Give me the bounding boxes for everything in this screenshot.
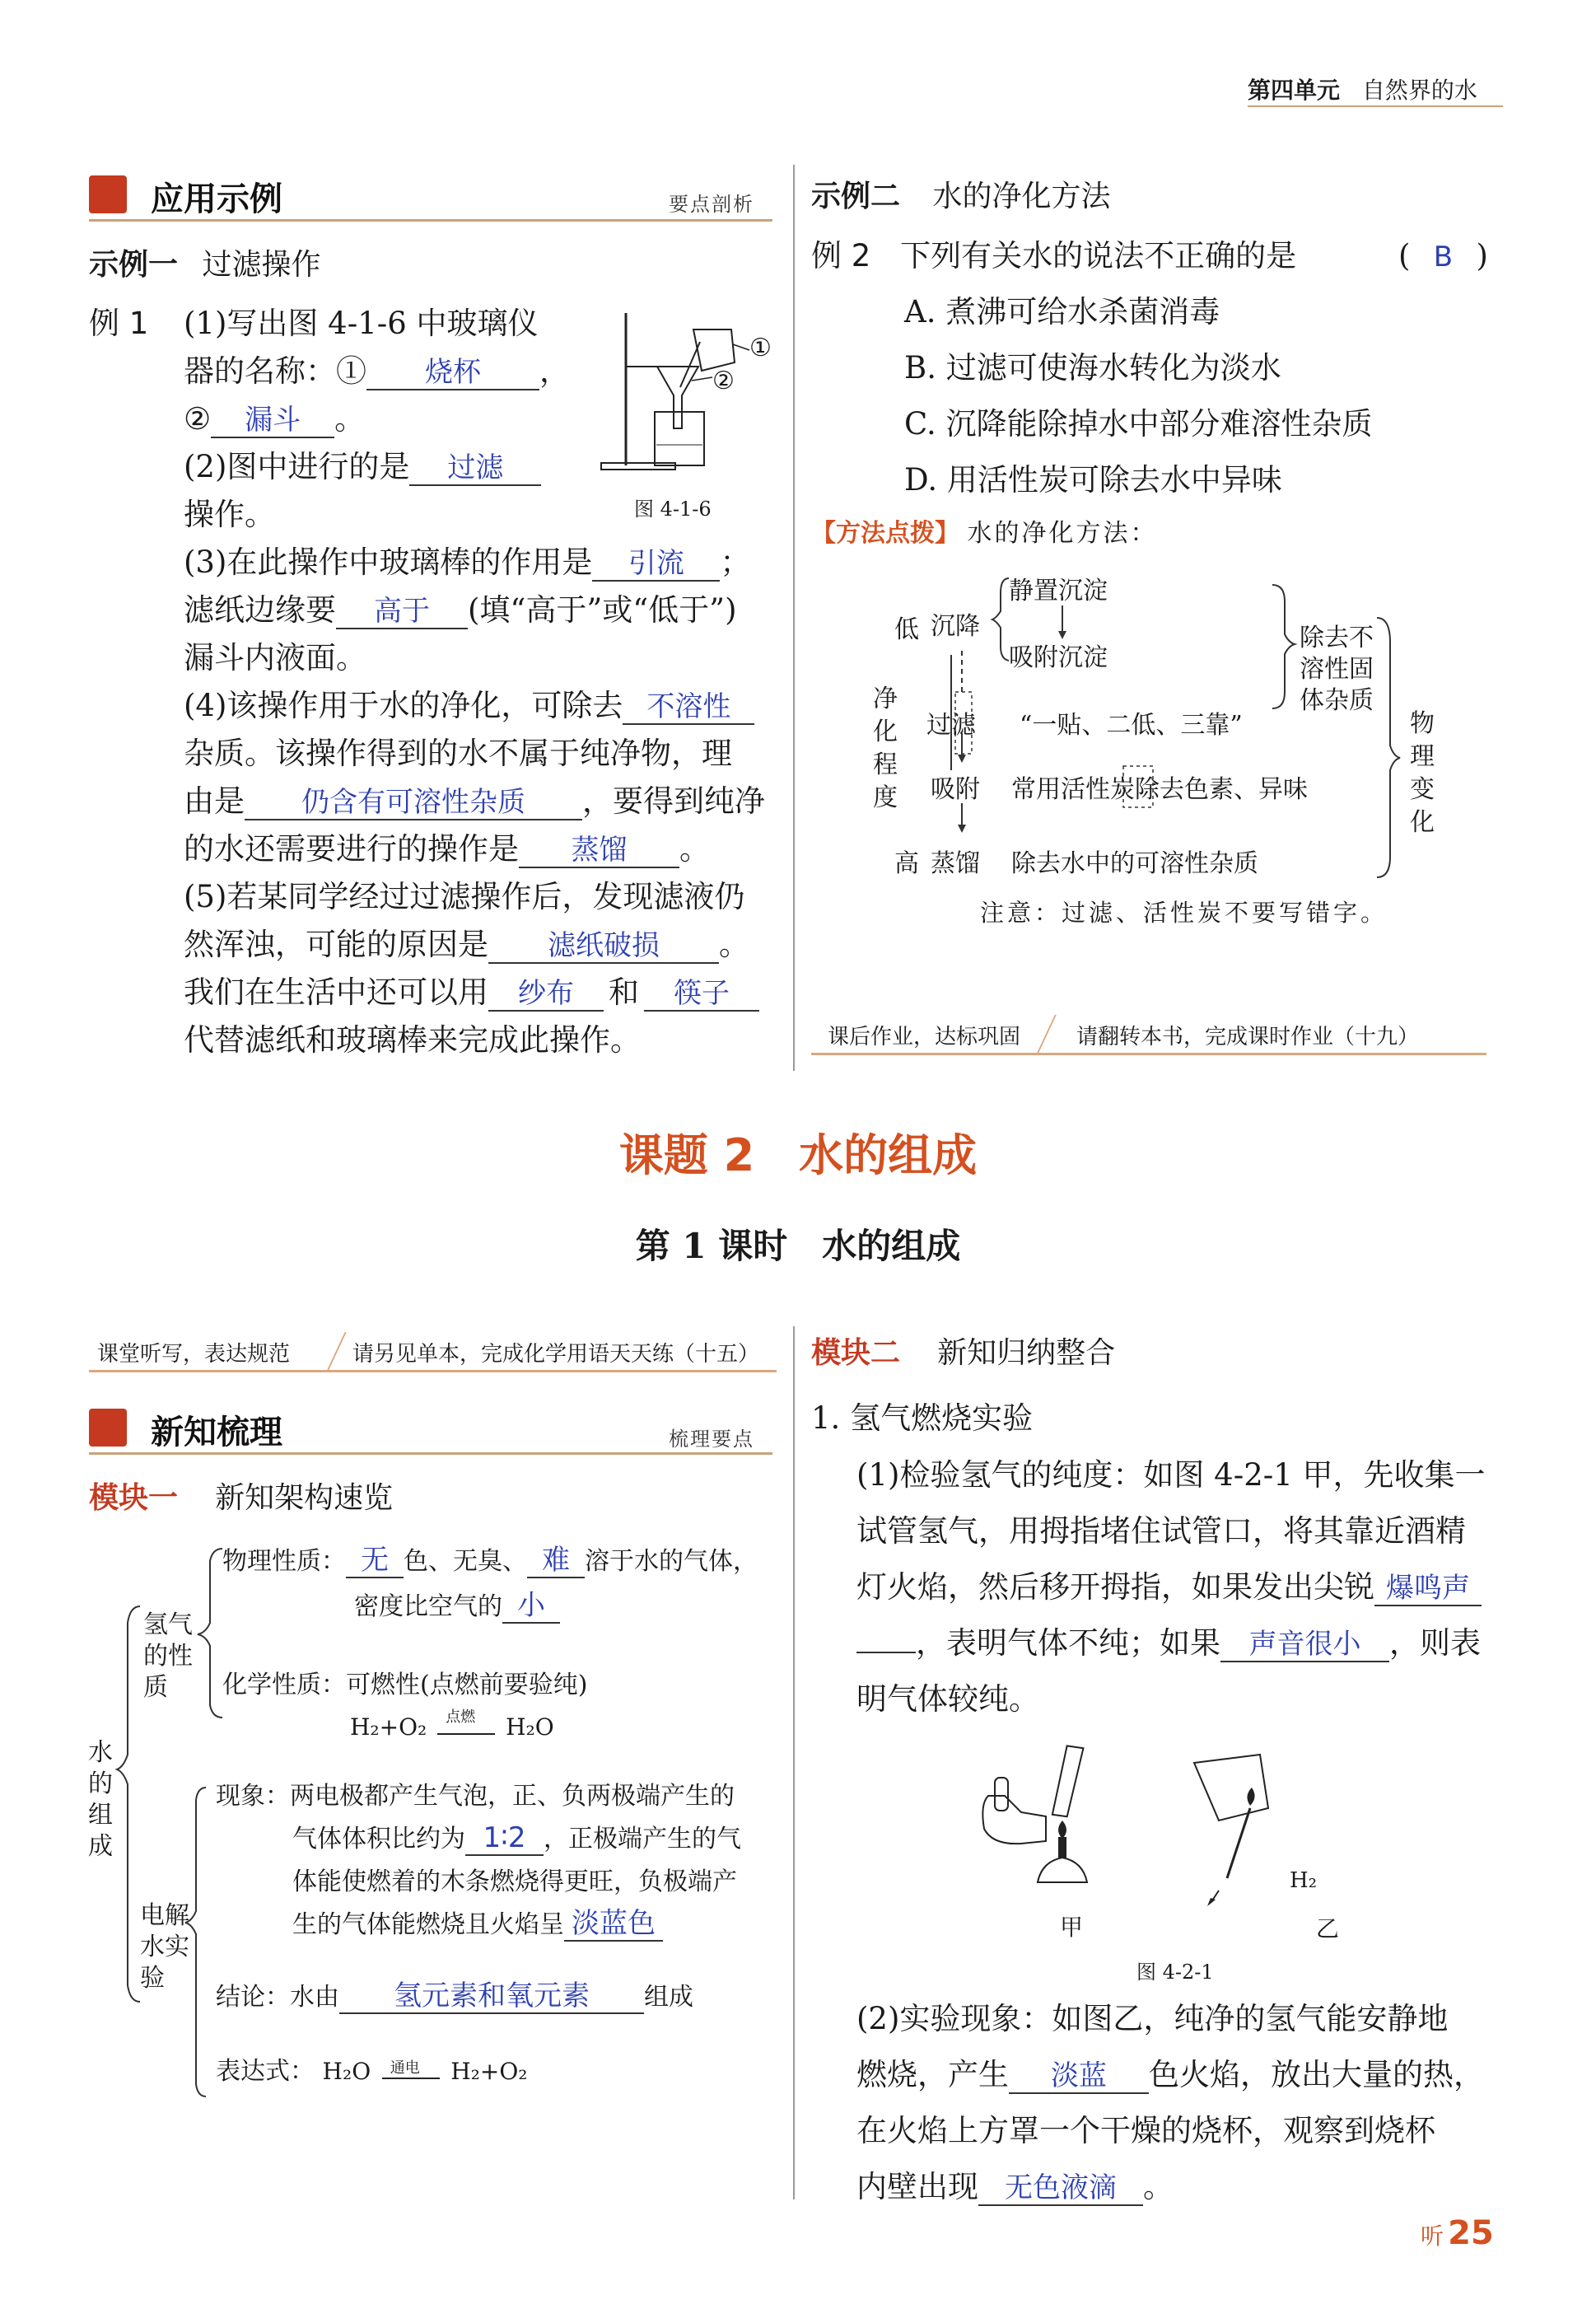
diagram-note: 注意：过滤、活性炭不要写错字。 bbox=[980, 899, 1388, 927]
ex1-answer-filter: 过滤 bbox=[409, 451, 541, 486]
ex2-option-d: D. 用活性炭可除去水中异味 bbox=[904, 462, 1282, 498]
ex1-line16: 代替滤纸和玻璃棒来完成此操作。 bbox=[184, 1022, 641, 1058]
ex1-line2: 器的名称：① 烧杯 ， bbox=[184, 353, 570, 389]
diagram-purity-2: 化 bbox=[873, 717, 898, 746]
ex2-option-c: C. 沉降能除掉水中部分难溶性杂质 bbox=[904, 406, 1373, 442]
diagram-purity-3: 程 bbox=[873, 750, 898, 779]
ex1-answer-chopsticks: 筷子 bbox=[644, 977, 759, 1012]
diagram-filter: 过滤 bbox=[926, 711, 976, 740]
answer-ratio: 1∶2 bbox=[465, 1821, 544, 1856]
conclusion: 结论：水由 氢元素和氧元素 组成 bbox=[216, 1979, 693, 2012]
module2-q3: 在火焰上方罩一个干燥的烧杯，观察到烧杯 bbox=[856, 2113, 1435, 2148]
page-number: 25 bbox=[1448, 2214, 1494, 2252]
lesson-subtitle: 第 1 课时 水的组成 bbox=[635, 1226, 961, 1266]
diagram-low: 低 bbox=[894, 615, 919, 644]
ex1-line11: 由是 仍含有可溶性杂质 ，要得到纯净 bbox=[184, 783, 765, 819]
ex1-line7: 滤纸边缘要 高于 (填“高于”或“低于”) bbox=[184, 592, 737, 628]
section-title-apply: 应用示例 bbox=[151, 180, 282, 218]
fig2-label-jia: 甲 bbox=[1060, 1914, 1084, 1941]
classnote-slash bbox=[327, 1332, 346, 1370]
ex1-answer-higher: 高于 bbox=[336, 595, 468, 629]
page-header bbox=[1248, 72, 1477, 105]
ex1-line5: 操作。 bbox=[184, 497, 275, 532]
ex1-answer-distill: 蒸馏 bbox=[519, 834, 679, 868]
answer-pop-continued bbox=[856, 1652, 916, 1653]
ex1-answer-funnel: 漏斗 bbox=[211, 404, 334, 438]
lesson-title: 课题 2 水的组成 bbox=[618, 1129, 978, 1181]
ex1-line13: (5)若某同学经过过滤操作后，发现滤液仍 bbox=[184, 879, 745, 914]
ex1-line15: 我们在生活中还可以用 纱布 和 筷子 bbox=[184, 969, 759, 1017]
answer-elements: 氢元素和氧元素 bbox=[339, 1979, 644, 2014]
fig1-mark1: ① bbox=[749, 334, 772, 362]
chem-props: 化学性质：可燃性(点燃前要验纯) bbox=[222, 1671, 588, 1699]
fig1-mark2: ② bbox=[712, 367, 735, 395]
section-rule-new bbox=[89, 1452, 772, 1455]
ex1-answer-beaker: 烧杯 bbox=[366, 356, 539, 390]
phenomenon-4: 生的气体能燃烧且火焰呈 淡蓝色 bbox=[292, 1906, 663, 1944]
homework-right: 请翻转本书，完成课时作业（十九） bbox=[1076, 1025, 1420, 1049]
diagram-distill: 蒸馏 bbox=[931, 849, 980, 878]
ex2-question: 例 2 下列有关水的说法不正确的是 bbox=[811, 238, 1297, 273]
fig2-h2-label: H₂ bbox=[1290, 1868, 1318, 1893]
fig2-caption: 图 4-2-1 bbox=[1136, 1961, 1214, 1984]
equation-electrolysis-arrow: 通电 bbox=[382, 2061, 440, 2079]
section-title-new: 新知梳理 bbox=[151, 1414, 282, 1451]
ex1-answer-insoluble: 不溶性 bbox=[623, 690, 754, 725]
filtration-apparatus-figure bbox=[593, 305, 782, 478]
water-4: 成 bbox=[88, 1832, 113, 1861]
homework-left: 课后作业，达标巩固 bbox=[828, 1025, 1021, 1049]
diagram-carbon: 常用活性炭除去色素、异味 bbox=[1011, 775, 1308, 804]
module2-p1: (1)检验氢气的纯度：如图 4-2-1 甲，先收集一 bbox=[856, 1457, 1486, 1493]
page-footer bbox=[1421, 2214, 1494, 2252]
ex2-heading: 示例二 水的净化方法 bbox=[811, 180, 1111, 213]
ex1-line1: (1)写出图 4-1-6 中玻璃仪 bbox=[184, 306, 539, 341]
ex1-line4: (2)图中进行的是 过滤 bbox=[184, 443, 541, 491]
column-divider-bottom bbox=[793, 1326, 795, 2199]
module2-item1: 1. 氢气燃烧实验 bbox=[811, 1400, 1034, 1436]
ex2-answer: ( B ) bbox=[1398, 232, 1488, 281]
ex2-tip: 【方法点拨】 水的净化方法： bbox=[811, 519, 1158, 548]
answer-insoluble-h2: 难 bbox=[527, 1544, 585, 1578]
module2-q2: 燃烧，产生 淡蓝 色火焰，放出大量的热， bbox=[856, 2057, 1484, 2092]
diagram-high: 高 bbox=[894, 849, 919, 878]
answer-colorless: 无 bbox=[346, 1544, 404, 1578]
answer-light-blue-color: 淡蓝色 bbox=[564, 1907, 663, 1942]
water-3: 组 bbox=[88, 1801, 113, 1830]
answer-pop: 爆鸣声 bbox=[1374, 1572, 1482, 1606]
phenomenon-2: 气体体积比约为 1∶2 ，正极端产生的气 bbox=[292, 1821, 741, 1854]
section-tag-apply: 要点剖析 bbox=[669, 193, 754, 216]
elec-2: 水实 bbox=[140, 1933, 189, 1961]
phenomenon-1: 现象：两电极都产生气泡，正、负两极端产生的 bbox=[216, 1782, 735, 1811]
classnote-left: 课堂听写，表达规范 bbox=[97, 1342, 291, 1367]
diagram-static-settle: 静置沉淀 bbox=[1009, 577, 1108, 605]
fig2-label-yi: 乙 bbox=[1316, 1915, 1340, 1942]
ex1-answer-broken: 滤纸破损 bbox=[488, 929, 719, 964]
diagram-physical-4: 化 bbox=[1410, 808, 1435, 837]
diagram-remove-2: 溶性固 bbox=[1300, 655, 1374, 684]
ex2-answer-value: B bbox=[1433, 241, 1454, 273]
ex1-answer-drain: 引流 bbox=[592, 547, 720, 582]
answer-flame-color: 淡蓝 bbox=[1009, 2059, 1149, 2094]
diagram-physical-3: 变 bbox=[1410, 775, 1435, 804]
water-2: 的 bbox=[88, 1769, 113, 1798]
classnote-right: 请另见单本，完成化学用语天天练（十五） bbox=[352, 1342, 760, 1367]
ex1-label: 例 1 bbox=[89, 306, 149, 341]
diagram-purity-1: 净 bbox=[873, 685, 898, 713]
ex1-answer-gauze: 纱布 bbox=[488, 977, 604, 1012]
water-1: 水 bbox=[88, 1738, 113, 1767]
elec-3: 验 bbox=[140, 1964, 165, 1993]
ex1-line8: 漏斗内液面。 bbox=[184, 640, 366, 675]
page-prefix: 听 bbox=[1421, 2223, 1444, 2250]
unit-label: 第四单元 bbox=[1248, 77, 1341, 104]
answer-droplets: 无色液滴 bbox=[978, 2171, 1143, 2206]
ex1-answer-reason: 仍含有可溶性杂质 bbox=[245, 786, 582, 820]
module2-heading: 模块二 新知归纳整合 bbox=[811, 1336, 1116, 1370]
ex1-heading: 示例一 过滤操作 bbox=[89, 248, 321, 282]
homework-bar bbox=[811, 1015, 1486, 1055]
phenomenon-3: 体能使燃着的木条燃烧得更旺，负极端产 bbox=[292, 1867, 737, 1896]
diagram-physical-2: 理 bbox=[1410, 742, 1435, 771]
header-rule bbox=[1248, 105, 1503, 107]
equation-combustion: H₂+O₂ 点燃 H₂O bbox=[350, 1708, 554, 1741]
diagram-remove-1: 除去不 bbox=[1300, 624, 1374, 652]
section-rule-apply bbox=[89, 219, 772, 222]
h2-props-3: 质 bbox=[143, 1673, 168, 1702]
expression: 表达式： H₂O 通电 H₂+O₂ bbox=[216, 2057, 528, 2086]
module1-heading: 模块一 新知架构速览 bbox=[89, 1481, 394, 1515]
diagram-remove-3: 体杂质 bbox=[1300, 686, 1374, 715]
module2-p5: 明气体较纯。 bbox=[856, 1681, 1039, 1717]
module2-q1: (2)实验现象：如图乙，纯净的氢气能安静地 bbox=[856, 2001, 1449, 2036]
diagram-physical-1: 物 bbox=[1410, 709, 1435, 738]
section-icon bbox=[89, 175, 127, 213]
equation-combustion-arrow: 点燃 bbox=[437, 1717, 495, 1735]
classnote-bar bbox=[89, 1332, 777, 1372]
answer-smaller: 小 bbox=[502, 1589, 560, 1624]
diagram-sedimentation: 沉降 bbox=[931, 612, 980, 641]
fig1-caption: 图 4-1-6 bbox=[634, 498, 712, 521]
module2-p4: ，表明气体不纯；如果 声音很小 ，则表 bbox=[856, 1620, 1481, 1667]
unit-title: 自然界的水 bbox=[1361, 77, 1477, 104]
hydrogen-purity-figure bbox=[972, 1738, 1384, 1919]
phys-props: 物理性质： 无 色、无臭、 难 溶于水的气体， bbox=[222, 1544, 758, 1577]
diagram-filter-rule: “一贴、二低、三靠” bbox=[1020, 711, 1243, 740]
h2-props-2: 的性 bbox=[143, 1642, 193, 1671]
ex1-line9: (4)该操作用于水的净化，可除去 不溶性 bbox=[184, 682, 754, 730]
section-icon-new bbox=[89, 1409, 127, 1447]
diagram-adsorb-settle: 吸附沉淀 bbox=[1009, 643, 1108, 672]
column-divider-top bbox=[793, 165, 795, 1071]
tip-label: 【方法点拨】 bbox=[811, 519, 959, 548]
section-tag-new: 梳理要点 bbox=[669, 1428, 754, 1451]
homework-slash bbox=[1037, 1015, 1056, 1053]
module2-p3: 灯火焰，然后移开拇指，如果发出尖锐 爆鸣声 bbox=[856, 1563, 1482, 1611]
diagram-purity-4: 度 bbox=[873, 783, 898, 812]
ex1-line6: (3)在此操作中玻璃棒的作用是 引流 ； bbox=[184, 545, 751, 580]
diagram-distill-desc: 除去水中的可溶性杂质 bbox=[1011, 849, 1258, 878]
ex2-option-a: A. 煮沸可给水杀菌消毒 bbox=[904, 294, 1220, 330]
ex1-line12: 的水还需要进行的操作是 蒸馏 。 bbox=[184, 831, 710, 867]
module2-q4: 内壁出现 无色液滴 。 bbox=[856, 2169, 1174, 2204]
module2-p2: 试管氢气，用拇指堵住试管口，将其靠近酒精 bbox=[856, 1513, 1466, 1549]
ex2-option-b: B. 过滤可使海水转化为淡水 bbox=[904, 350, 1281, 386]
elec-1: 电解 bbox=[140, 1901, 189, 1930]
diagram-adsorb: 吸附 bbox=[931, 775, 980, 804]
answer-quiet: 声音很小 bbox=[1220, 1628, 1389, 1662]
ex1-line14: 然浑浊，可能的原因是 滤纸破损 。 bbox=[184, 927, 749, 962]
ex1-line3: ② 漏斗 。 bbox=[184, 401, 366, 437]
h2-props-1: 氢气 bbox=[143, 1610, 193, 1639]
phys-density: 密度比空气的 小 bbox=[354, 1588, 560, 1626]
ex1-line10: 杂质。该操作得到的水不属于纯净物，理 bbox=[184, 736, 732, 771]
